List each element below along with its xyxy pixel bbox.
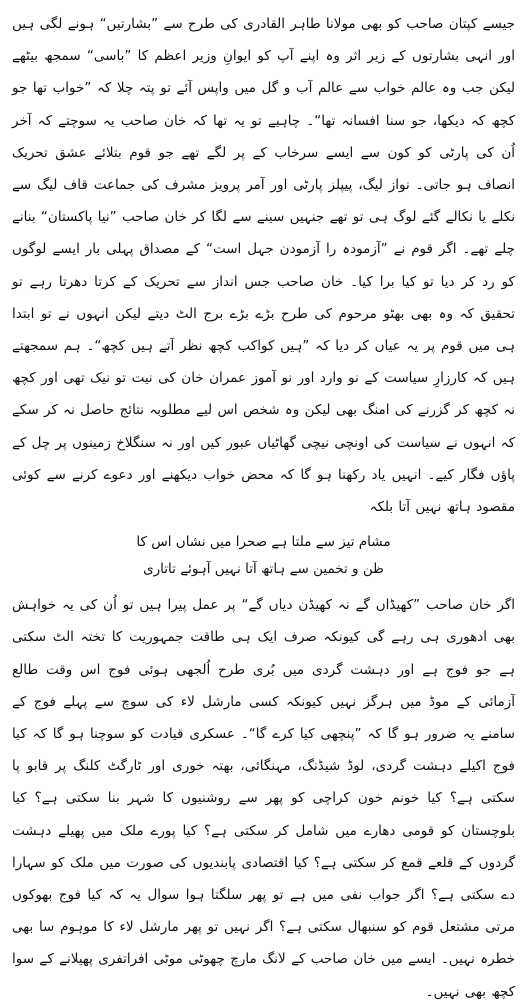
poetry-couplet [12, 529, 515, 583]
article-paragraph-1: جیسے کپتان صاحب کو بھی مولانا طاہر القادری کی طرح سے ”بشارتیں“ ہونے لگی ہیں اور انہی بشارتوں کے زیر اثر وہ اپنے آپ کو ایوانِ وزیر اعظم کا ”باسی“ سمجھ بیٹھے لیکن جب وہ عالم خواب سے عالم آب و گل میں واپس آئے تو پتہ چلا کہ ”خواب تھا جو کچھ کہ دیکھا، جو سنا افسانہ تھا“۔ چاہیے تو یہ تھا کہ خان صاحب یہ سوچتے کہ آخر اُن کی پارٹی کو کون سے ایسے سرخاب کے پر لگے تھے جو قوم بتلائے عشق تحریک انصاف ہو جاتی۔ نواز لیگ، پیپلز پارٹی اور آمر پرویز مشرف کی جماعت قاف لیگ سے نکلے یا نکالے گئے لوگ ہی تو تھے جنہیں سینے سے لگا کر خان صاحب ”نیا پاکستان“ بنانے چلے تھے۔ اگر قوم نے ”آزمودہ را آزمودن جہل است“ کے مصداق پہلی بار ایسے لوگوں کو رد کر دیا تو کیا برا کیا۔ خان صاحب جس انداز سے تحریک کے کرتا دھرتا رہے تو تحقیق کہ وہ بھی بھٹو مرحوم کی طرح بڑے بڑے برج الٹ دیتے لیکن انہوں نے تو ابتدا ہی میں قوم پر یہ عیاں کر دیا کہ ”ہیں کواکب کچھ نظر آتے ہیں کچھ“۔ ہم سمجھتے ہیں کہ کارزارِ سیاست کے نو وارد اور نو آموز عمران خان کی نیت تو نیک تھی اور کچھ نہ کچھ کر گزرنے کی امنگ بھی لیکن وہ شخص اس لیے مطلوبہ نتائج حاصل نہ کر سکے کہ انہوں نے سیاست کی اونچی نیچی گھاٹیاں عبور کیں اور نہ سنگلاخ زمینوں پر چل کے پاؤں فگار کیے۔ انہیں یاد رکھنا ہو گا کہ محض خواب دیکھنے اور دعوے کرنے سے کوئی مقصود ہاتھ نہیں آتا بلکہ [12, 16, 515, 516]
verse-line-2: ظن و تخمین سے ہاتھ آتا نہیں آہوئے تاتاری [143, 561, 384, 578]
verse-line-1: مشام تیز سے ملتا ہے صحرا میں نشاں اس کا [136, 534, 391, 551]
article-paragraph-2: اگر خان صاحب ”کھیڈاں گے نہ کھیڈن دیاں گے“ پر عمل پیرا ہیں تو اُن کی یہ خواہش بھی ادھوری ہی رہے گی کیونکہ صرف ایک ہی طاقت جمہوریت کا تختہ الٹ سکتی ہے جو فوج ہے اور دہشت گردی میں بُری طرح اُلجھی ہوئی فوج اس وقت طالع آزمائی کے موڈ میں ہرگز نہیں کیونکہ کسی مارشل لاء کی سوچ سے پہلے فوج کے سامنے یہ ضرور ہو گا کہ ”پنچھی کیا کرے گا“۔ عسکری قیادت کو سوچنا ہو گا کہ کیا فوج اکیلے دہشت گردی، لوڈ شیڈنگ، مہنگائی، بھتہ خوری اور ٹارگٹ کلنگ پر قابو پا سکتی ہے؟ کیا خونم خون کراچی کو پھر سے روشنیوں کا شہر بنا سکتی ہے؟ کیا بلوچستان کو قومی دھارے میں شامل کر سکتی ہے؟ کیا پورے ملک میں پھیلے دہشت گردوں کے قلعے قمع کر سکتی ہے؟ کیا اقتصادی پابندیوں کی صورت میں ملک کو سہارا دے سکتی ہے؟ اگر جواب نفی میں ہے تو پھر سلگتا ہوا سوال یہ کہ کیا فوج بھوکوں مرتی مشتعل قوم کو سنبھال سکتی ہے؟ اگر نہیں تو پھر مارشل لاء کا موہوم سا بھی خطرہ نہیں۔ ایسے میں خان صاحب کے لانگ مارچ چھوٹی موٹی افراتفری پھیلانے کے سوا کچھ بھی نہیں۔ [12, 597, 515, 1000]
